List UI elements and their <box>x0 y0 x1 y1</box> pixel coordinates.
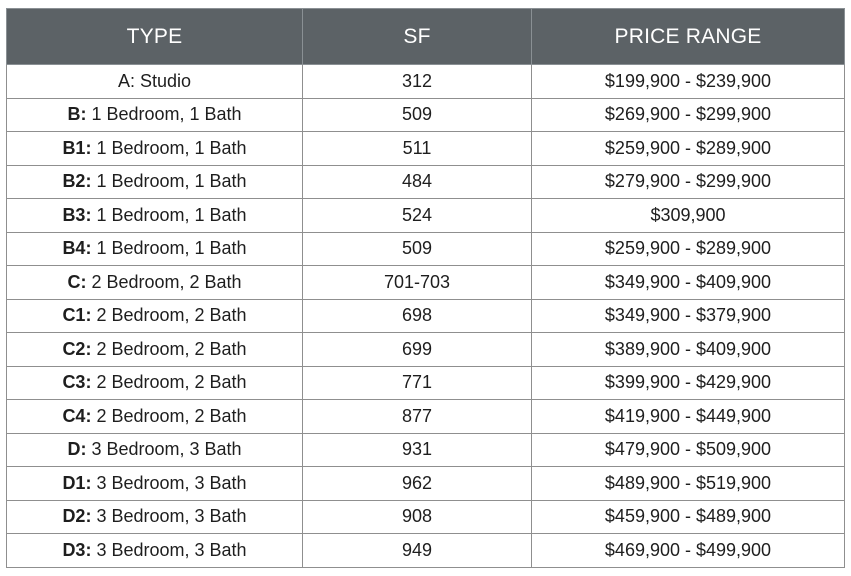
unit-pricing-table <box>6 8 845 568</box>
cell-price-range: $479,900 - $509,900 <box>532 433 845 467</box>
unit-type-code: C3: <box>62 372 92 393</box>
table-row <box>7 199 845 233</box>
unit-type-code: D2: <box>62 506 92 527</box>
cell-type <box>7 165 303 199</box>
table-row <box>7 65 845 99</box>
unit-type-description: 2 Bedroom, 2 Bath <box>86 271 242 292</box>
unit-type-code: C: <box>67 271 87 292</box>
cell-price-range: $349,900 - $379,900 <box>532 299 845 333</box>
cell-type <box>7 400 303 434</box>
cell-sf: 524 <box>303 199 532 233</box>
table-row <box>7 232 845 266</box>
header-row <box>7 9 845 65</box>
cell-sf: 484 <box>303 165 532 199</box>
unit-type-description: 2 Bedroom, 2 Bath <box>91 305 247 326</box>
unit-type-code: C1: <box>62 305 92 326</box>
table-row <box>7 534 845 568</box>
cell-type <box>7 98 303 132</box>
cell-price-range: $309,900 <box>532 199 845 233</box>
cell-type <box>7 500 303 534</box>
cell-sf: 931 <box>303 433 532 467</box>
cell-type <box>7 366 303 400</box>
cell-type <box>7 534 303 568</box>
table-row <box>7 132 845 166</box>
unit-type-description: 2 Bedroom, 2 Bath <box>91 338 247 359</box>
cell-sf: 908 <box>303 500 532 534</box>
cell-sf: 509 <box>303 232 532 266</box>
cell-type <box>7 467 303 501</box>
cell-type <box>7 299 303 333</box>
cell-price-range: $469,900 - $499,900 <box>532 534 845 568</box>
unit-type-description: Studio <box>134 70 192 91</box>
cell-price-range: $259,900 - $289,900 <box>532 232 845 266</box>
unit-type-description: 2 Bedroom, 2 Bath <box>91 372 247 393</box>
cell-price-range: $199,900 - $239,900 <box>532 65 845 99</box>
header-sf: SF <box>303 9 532 65</box>
cell-price-range: $399,900 - $429,900 <box>532 366 845 400</box>
table-row <box>7 266 845 300</box>
unit-type-code: A: <box>117 70 135 91</box>
cell-price-range: $489,900 - $519,900 <box>532 467 845 501</box>
unit-type-description: 1 Bedroom, 1 Bath <box>91 137 247 158</box>
cell-price-range: $419,900 - $449,900 <box>532 400 845 434</box>
cell-sf: 509 <box>303 98 532 132</box>
table-row <box>7 366 845 400</box>
cell-type <box>7 132 303 166</box>
unit-type-code: B3: <box>62 204 92 225</box>
unit-type-description: 1 Bedroom, 1 Bath <box>86 104 242 125</box>
unit-type-code: D1: <box>62 472 92 493</box>
header-type: TYPE <box>7 9 303 65</box>
cell-price-range: $349,900 - $409,900 <box>532 266 845 300</box>
table-row <box>7 467 845 501</box>
cell-price-range: $389,900 - $409,900 <box>532 333 845 367</box>
cell-sf: 962 <box>303 467 532 501</box>
unit-type-code: B2: <box>62 171 92 192</box>
table-row <box>7 433 845 467</box>
unit-type-code: B4: <box>62 238 92 259</box>
cell-price-range: $259,900 - $289,900 <box>532 132 845 166</box>
cell-price-range: $279,900 - $299,900 <box>532 165 845 199</box>
table-header <box>7 9 845 65</box>
unit-type-description: 3 Bedroom, 3 Bath <box>86 439 242 460</box>
header-price-range: PRICE RANGE <box>532 9 845 65</box>
cell-type <box>7 65 303 99</box>
table-row <box>7 98 845 132</box>
table-row <box>7 299 845 333</box>
cell-type <box>7 266 303 300</box>
table-row <box>7 333 845 367</box>
table-row <box>7 500 845 534</box>
unit-type-code: B1: <box>62 137 92 158</box>
table-row <box>7 165 845 199</box>
unit-type-description: 1 Bedroom, 1 Bath <box>91 171 247 192</box>
cell-price-range: $269,900 - $299,900 <box>532 98 845 132</box>
cell-type <box>7 199 303 233</box>
table-body <box>7 65 845 568</box>
unit-type-code: D3: <box>62 539 92 560</box>
unit-type-code: B: <box>67 104 87 125</box>
cell-type <box>7 232 303 266</box>
unit-type-description: 2 Bedroom, 2 Bath <box>91 405 247 426</box>
unit-type-description: 1 Bedroom, 1 Bath <box>91 238 247 259</box>
cell-sf: 511 <box>303 132 532 166</box>
cell-sf: 312 <box>303 65 532 99</box>
cell-type <box>7 433 303 467</box>
cell-sf: 877 <box>303 400 532 434</box>
cell-sf: 699 <box>303 333 532 367</box>
cell-sf: 698 <box>303 299 532 333</box>
unit-type-code: C2: <box>62 338 92 359</box>
cell-sf: 701-703 <box>303 266 532 300</box>
unit-type-code: D: <box>67 439 87 460</box>
unit-type-description: 3 Bedroom, 3 Bath <box>91 506 247 527</box>
unit-type-description: 3 Bedroom, 3 Bath <box>91 539 247 560</box>
cell-sf: 771 <box>303 366 532 400</box>
unit-type-code: C4: <box>62 405 92 426</box>
table-row <box>7 400 845 434</box>
unit-type-description: 1 Bedroom, 1 Bath <box>91 204 247 225</box>
unit-type-description: 3 Bedroom, 3 Bath <box>91 472 247 493</box>
cell-price-range: $459,900 - $489,900 <box>532 500 845 534</box>
pricing-table-container <box>6 8 844 568</box>
cell-sf: 949 <box>303 534 532 568</box>
cell-type <box>7 333 303 367</box>
